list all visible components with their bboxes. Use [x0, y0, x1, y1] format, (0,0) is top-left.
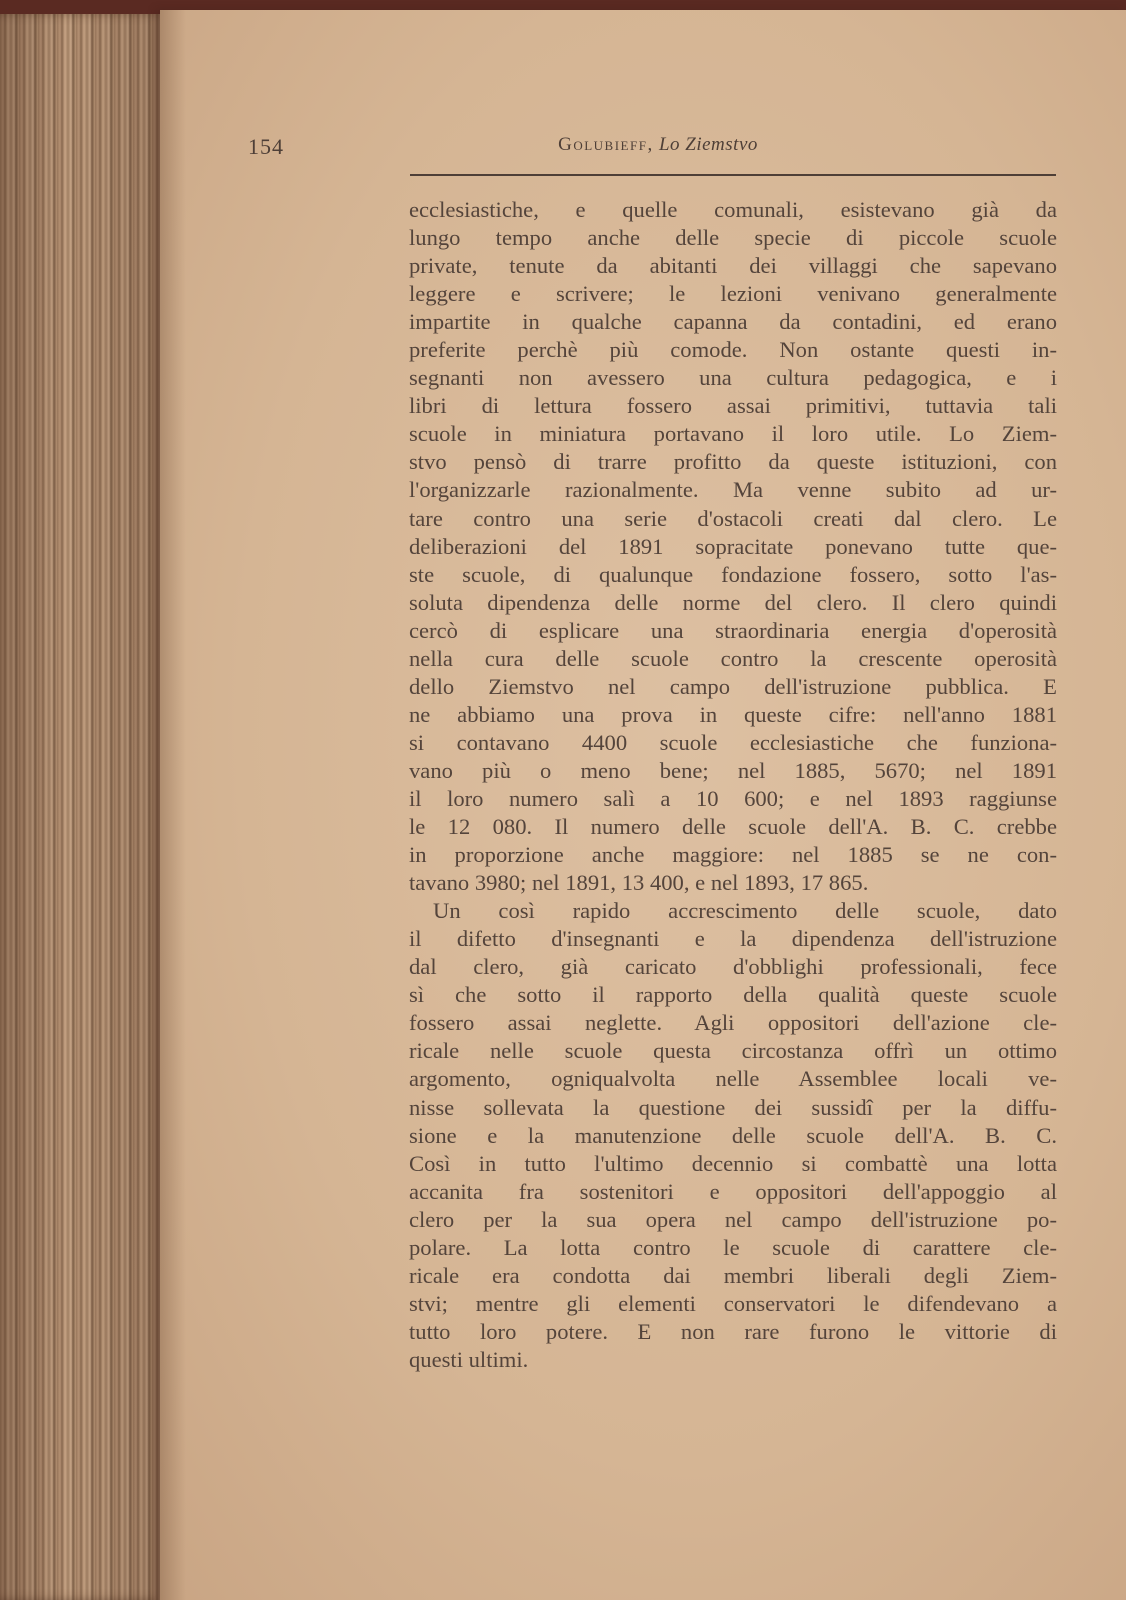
text-line: nella cura delle scuole contro la crescente operosità [409, 645, 1057, 671]
text-line: nisse sollevata la questione dei sussidî per la diffu- [409, 1094, 1057, 1120]
page-edges-shadow [0, 14, 168, 1600]
text-line: deliberazioni del 1891 sopracitate ponevano tutte que- [409, 533, 1057, 559]
text-line: il loro numero salì a 10 600; e nel 1893 raggiunse [409, 785, 1057, 811]
text-line: sione e la manutenzione delle scuole dell'A. B. C. [409, 1122, 1057, 1148]
text-line: dal clero, già caricato d'obblighi professionali, fece [409, 954, 1057, 980]
text-line: fossero assai neglette. Agli oppositori dell'azione cle- [409, 1010, 1057, 1036]
header-rule [410, 174, 1056, 176]
text-line: segnanti non avessero una cultura pedagogica, e i [409, 365, 1057, 391]
text-line: stvi; mentre gli elementi conservatori le difendevano a [409, 1290, 1057, 1316]
text-line: ne abbiamo una prova in queste cifre: nell'anno 1881 [409, 701, 1057, 727]
text-line: preferite perchè più comode. Non ostante questi in- [409, 337, 1057, 363]
text-line: scuole in miniatura portavano il loro utile. Lo Ziem- [409, 421, 1057, 447]
text-line: sì che sotto il rapporto della qualità queste scuole [409, 982, 1057, 1008]
text-line: ricale era condotta dai membri liberali degli Ziem- [409, 1262, 1057, 1288]
text-line: leggere e scrivere; le lezioni venivano generalmente [409, 281, 1057, 307]
text-line: impartite in qualche capanna da contadini, ed erano [409, 309, 1057, 335]
text-line: lungo tempo anche delle specie di piccole scuole [409, 225, 1057, 251]
page-gutter [160, 10, 186, 1600]
text-line: dello Ziemstvo nel campo dell'istruzione pubblica. E [409, 673, 1057, 699]
text-line: le 12 080. Il numero delle scuole dell'A. B. C. crebbe [409, 814, 1057, 840]
text-line: ecclesiastiche, e quelle comunali, esistevano già da [409, 197, 1057, 222]
running-head [248, 130, 1058, 164]
header-title [448, 134, 868, 156]
text-line: soluta dipendenza delle norme del clero. Il clero quindi [409, 589, 1057, 615]
text-line: accanita fra sostenitori e oppositori dell'appoggio al [409, 1178, 1057, 1204]
text-line: questi ultimi. [409, 1346, 529, 1372]
text-line: tare contro una serie d'ostacoli creati dal clero. Le [409, 505, 1057, 531]
text-line: tavano 3980; nel 1891, 13 400, e nel 1893, 17 865. [409, 870, 869, 896]
text-line: l'organizzarle razionalmente. Ma venne subito ad ur- [409, 477, 1057, 503]
text-line: libri di lettura fossero assai primitivi, tuttavia tali [409, 393, 1057, 419]
text-line: tutto loro potere. E non rare furono le vittorie di [409, 1318, 1057, 1344]
body-text [409, 196, 1057, 1374]
text-line: si contavano 4400 scuole ecclesiastiche che funziona- [409, 729, 1057, 755]
text-line: polare. La lotta contro le scuole di carattere cle- [409, 1234, 1057, 1260]
text-line: argomento, ogniqualvolta nelle Assemblee locali ve- [409, 1066, 1057, 1092]
text-line: Un così rapido accrescimento delle scuole, dato [433, 898, 1057, 924]
page-number: 154 [248, 134, 284, 159]
text-line: cercò di esplicare una straordinaria energia d'operosità [409, 617, 1057, 643]
header-work-title: Lo Ziemstvo [658, 134, 758, 155]
header-author: Golubieff, [558, 134, 654, 155]
text-line: il difetto d'insegnanti e la dipendenza dell'istruzione [409, 926, 1057, 952]
text-line: private, tenute da abitanti dei villaggi che sapevano [409, 253, 1057, 279]
text-line: in proporzione anche maggiore: nel 1885 se ne con- [409, 842, 1057, 868]
text-line: ste scuole, di qualunque fondazione fossero, sotto l'as- [409, 561, 1057, 587]
text-line: Così in tutto l'ultimo decennio si combattè una lotta [409, 1150, 1057, 1176]
text-line: clero per la sua opera nel campo dell'istruzione po- [409, 1206, 1057, 1232]
text-line: stvo pensò di trarre profitto da queste istituzioni, con [409, 449, 1057, 475]
text-line: ricale nelle scuole questa circostanza offrì un ottimo [409, 1038, 1057, 1064]
text-line: vano più o meno bene; nel 1885, 5670; nel 1891 [409, 757, 1057, 783]
